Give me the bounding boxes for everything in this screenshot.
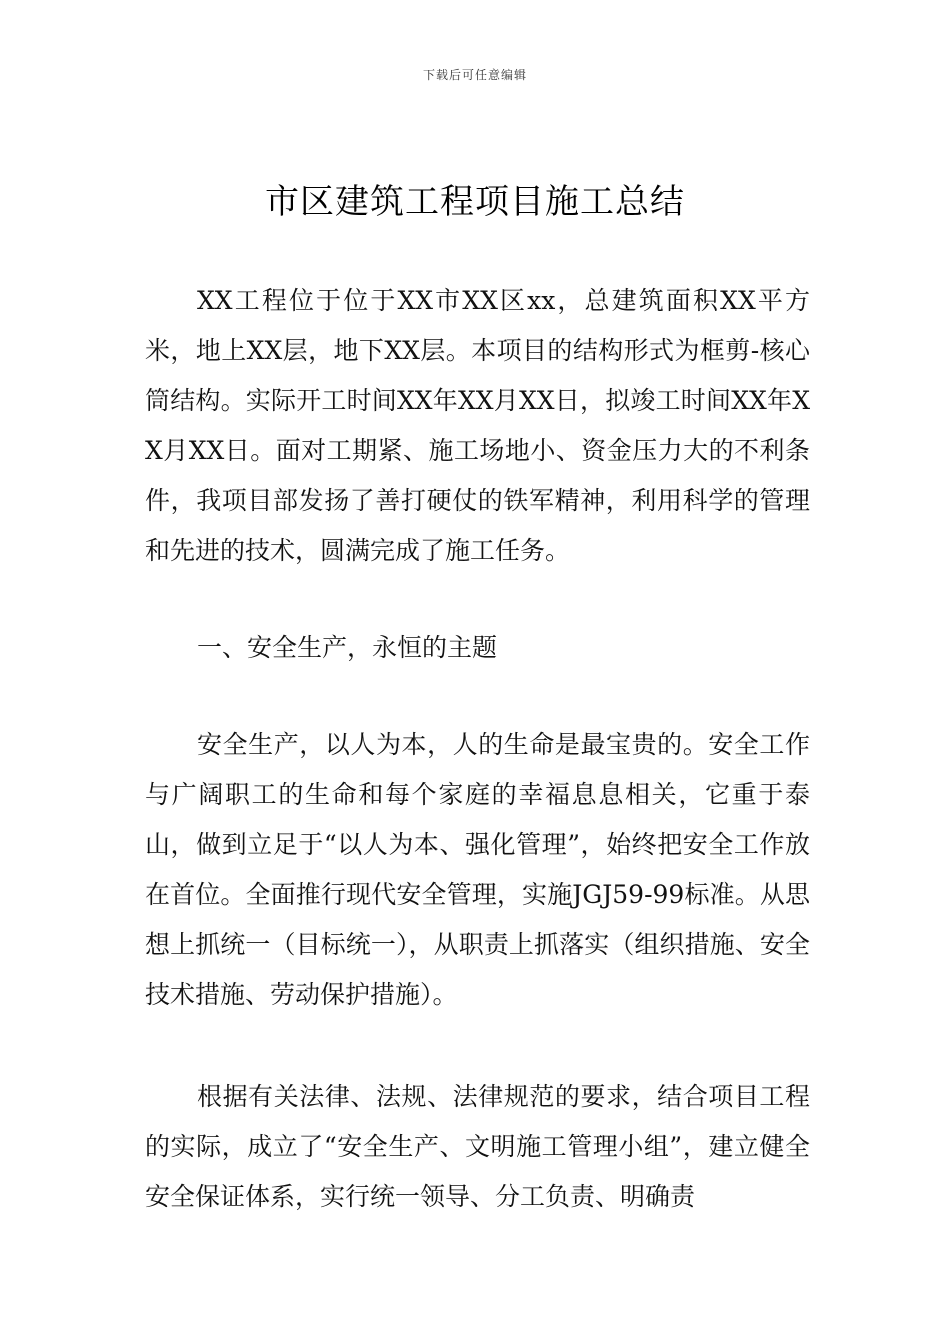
- document-title: 市区建筑工程项目施工总结: [265, 182, 685, 222]
- section-heading: 一、安全生产，永恒的主题: [197, 633, 498, 662]
- intro-paragraph: XX工程位于位于XX市XX区xx，总建筑面积XX平方米，地上XX层，地下XX层。本项目的结构形式为框剪-核心筒结构。实际开工时间XX年XX月XX日，拟竣工时间XX年XX月XX日。面对工期紧、施工场地小、资金压力大的不利条件，我项目部发扬了善打硬仗的铁军精神，利用科学的管理和先进的技术，圆满完成了施工任务。: [145, 286, 810, 565]
- header-note: 下载后可任意编辑: [422, 68, 527, 82]
- safety-paragraph: 安全生产，以人为本，人的生命是最宝贵的。安全工作与广阔职工的生命和每个家庭的幸福息息相关，它重于泰山，做到立足于“以人为本、强化管理”，始终把安全工作放在首位。全面推行现代安全管理，实施JGJ59-99标准。从思想上抓统一（目标统一），从职责上抓落实（组织措施、安全技术措施、劳动保护措施）。: [145, 730, 810, 1009]
- document-body: [145, 276, 810, 1222]
- regulations-paragraph: 根据有关法律、法规、法律规范的要求，结合项目工程的实际，成立了“安全生产、文明施工管理小组”，建立健全安全保证体系，实行统一领导、分工负责、明确责: [145, 1082, 810, 1211]
